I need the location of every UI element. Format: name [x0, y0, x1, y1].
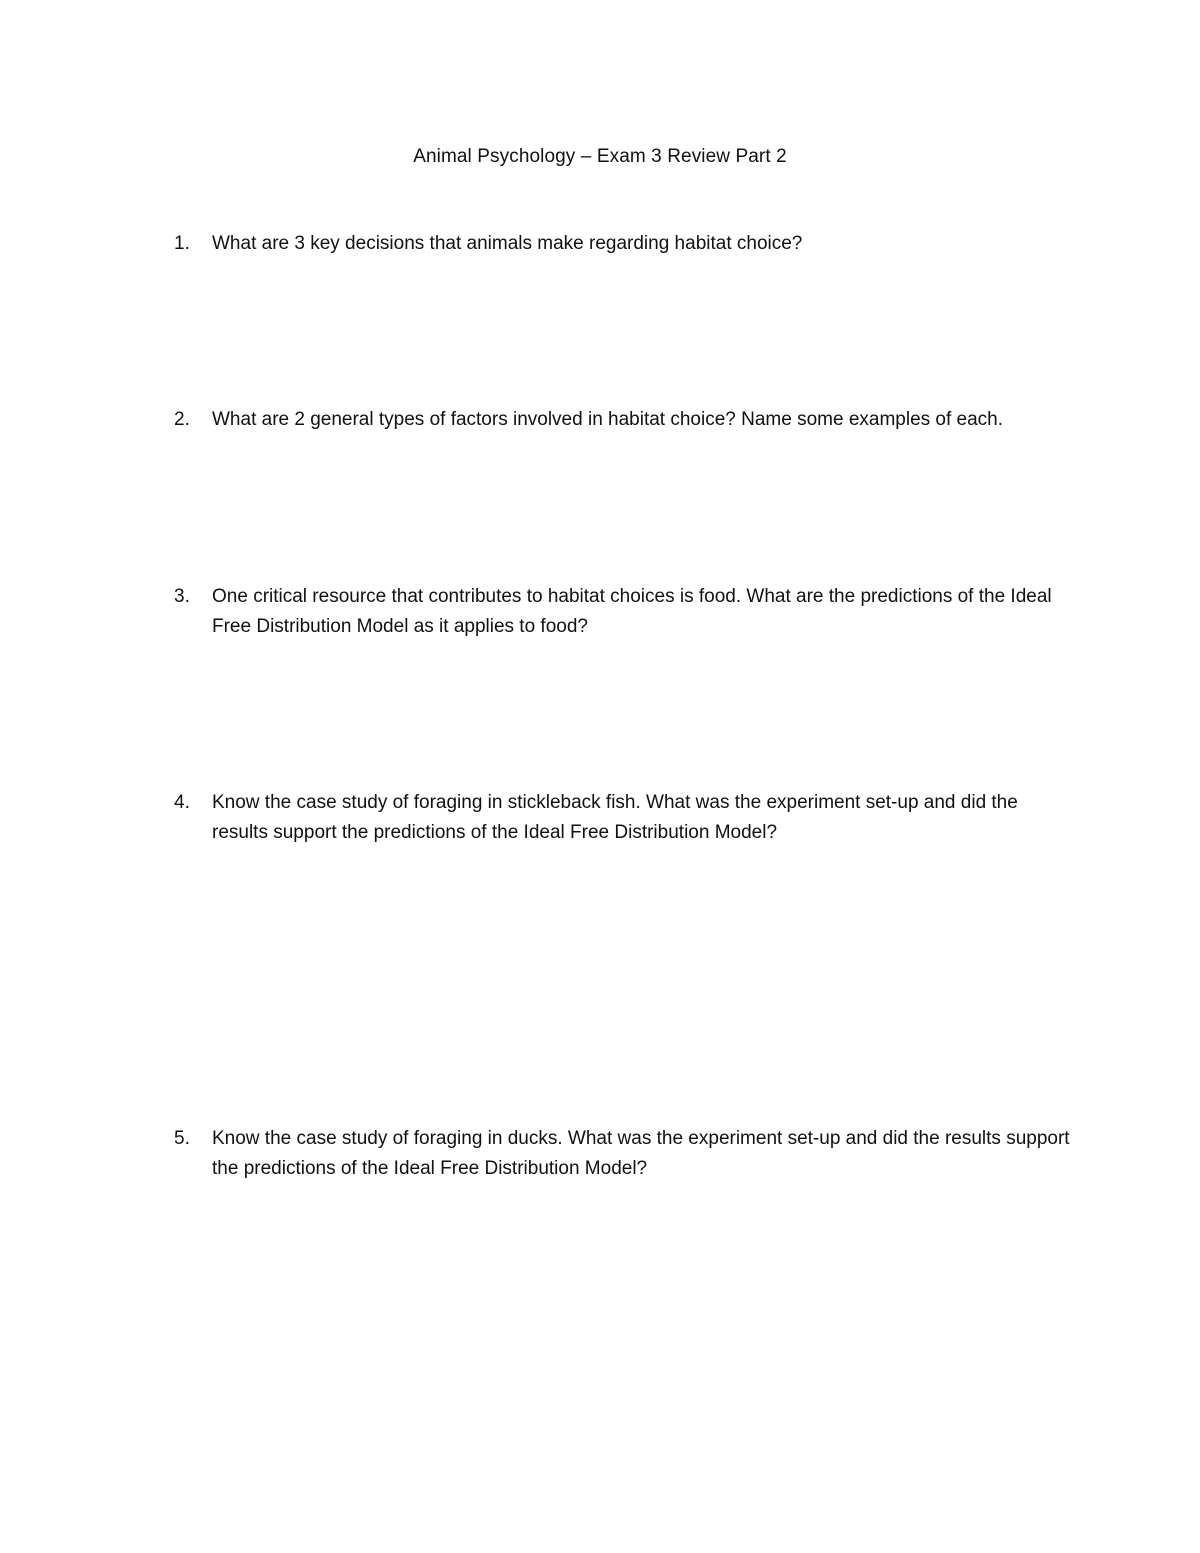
question-4 [174, 788, 1074, 848]
question-text: What are 3 key decisions that animals make regarding habitat choice? [212, 233, 803, 254]
question-number: 1. [174, 233, 190, 254]
question-text: Know the case study of foraging in ducks. What was the experiment set-up and did the results support the predictions of the Ideal Free Distribution Model? [212, 1128, 1070, 1179]
question-5 [174, 1124, 1074, 1184]
question-1 [174, 229, 1074, 259]
question-text: Know the case study of foraging in stickleback fish. What was the experiment set-up and did the results support the predictions of the Ideal Free Distribution Model? [212, 792, 1018, 843]
question-text: One critical resource that contributes to habitat choices is food. What are the predictions of the Ideal Free Distribution Model as it applies to food? [212, 586, 1052, 637]
document-title: Animal Psychology – Exam 3 Review Part 2 [413, 146, 787, 167]
question-number: 2. [174, 409, 190, 430]
question-number: 4. [174, 792, 190, 813]
question-text: What are 2 general types of factors involved in habitat choice? Name some examples of each. [212, 409, 1004, 430]
question-2 [174, 405, 1074, 435]
question-number: 3. [174, 586, 190, 607]
question-3 [174, 582, 1074, 642]
question-number: 5. [174, 1128, 190, 1149]
